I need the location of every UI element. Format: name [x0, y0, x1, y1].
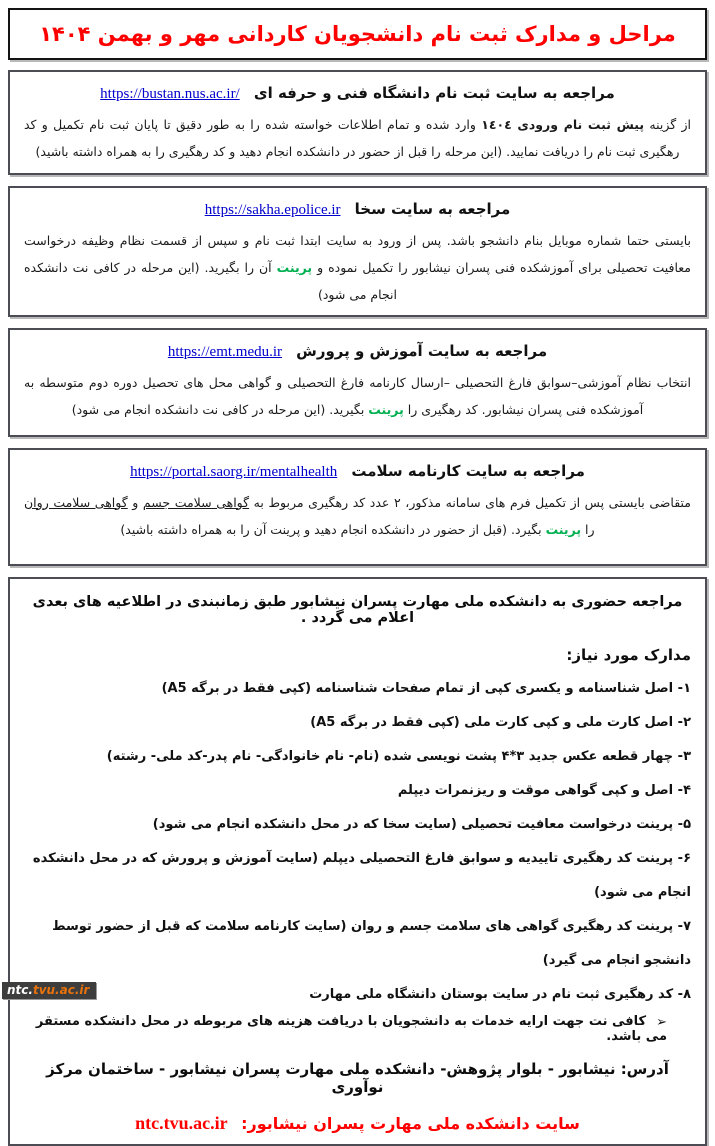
cafenet-note-text: کافی نت جهت ارایه خدمات به دانشجویان با دریافت هزینه های مربوطه در محل دانشکده مستقر می باشد. [35, 1014, 667, 1045]
step-heading-row [24, 199, 691, 219]
step-body: متقاضی بایستی پس از تکمیل فرم های سامانه مذکور، ۲ عدد کد رهگیری مربوط به گواهی سلامت جسم و گواهی سلامت روان را پرینت بگیرد. (قبل از حضور در دانشکده انجام دهید و پرینت آن را به همراه داشته باشید) [24, 494, 691, 537]
step-heading-row [24, 341, 691, 361]
doc-item-7: ۷- پرینت کد رهگیری گواهی های سلامت جسم و روان (سایت کارنامه سلامت که قبل از حضور توسط دانشجو انجام می گیرد) [52, 918, 691, 968]
doc-item-3: ۳- چهار قطعه عکس جدید ۳*۴ پشت نویسی شده (نام- نام خانوادگی- نام پدر-کد ملی- رشته) [106, 748, 691, 764]
step-body: بایستی حتما شماره موبایل بنام دانشجو باشد. پس از ورود به سایت ابتدا ثبت نام و سپس از قسمت نظام وظیفه درخواست معافیت تحصیلی برای آموزشکده فنی پسران نیشابور را تکمیل نموده و پرینت آن را بگیرید. (این مرحله در کافی نت دانشکده انجام می شود) [24, 233, 692, 302]
final-box [8, 577, 707, 1146]
step-body: انتخاب نظام آموزشی–سوابق فارغ التحصیلی –ارسال کارنامه فارغ التحصیلی و گواهی محل های تحصیل دوره دوم متوسطه به آموزشکده فنی پسران نیشابور. کد رهگیری را پرینت بگیرید. (این مرحله در کافی نت دانشکده انجام می شود) [24, 374, 691, 417]
doc-item-1: ۱- اصل شناسنامه و یکسری کپی از تمام صفحات شناسنامه (کپی فقط در برگه A5) [161, 680, 691, 696]
watermark-badge [2, 982, 96, 999]
required-docs-label: مدارک مورد نیاز: [566, 645, 691, 664]
watermark-prefix: ntc. [7, 983, 33, 997]
address-line: آدرس: نیشابور - بلوار پژوهش- دانشکده ملی مهارت پسران نیشابور - ساختمان مرکز نوآوری [46, 1060, 669, 1097]
step-box-bustan [8, 70, 707, 175]
arrow-bullet-icon: ➢ [656, 1015, 667, 1031]
site-url[interactable]: ntc.tvu.ac.ir [135, 1113, 228, 1134]
step-title: مراجعه به سایت ثبت نام دانشگاه فنی و حرفه ای [253, 84, 615, 102]
cafenet-note [24, 1014, 691, 1044]
step-box-sakha [8, 186, 707, 317]
doc-item-5: ۵- پرینت درخواست معافیت تحصیلی (سایت سخا که در محل دانشکده انجام می شود) [152, 816, 691, 832]
bustan-link[interactable]: https://bustan.nus.ac.ir/ [100, 86, 240, 102]
step-body: از گزینه پیش ثبت نام ورودی ١٤٠٤ وارد شده و تمام اطلاعات خواسته شده را به طور دقیق تا پایان ثبت نام تکمیل و کد رهگیری ثبت نام را دریافت نمایید. (این مرحله را قبل از حضور در دانشکده انجام دهید و کد رهگیری را به همراه داشته باشید) [24, 117, 691, 159]
saorg-link[interactable]: https://portal.saorg.ir/mentalhealth [130, 463, 338, 480]
sakha-link[interactable]: https://sakha.epolice.ir [204, 202, 341, 218]
step-heading-row [24, 461, 691, 481]
page-title: مراحل و مدارک ثبت نام دانشجویان کاردانی مهر و بهمن ۱۴۰۴ [39, 22, 676, 46]
required-docs-list [24, 672, 691, 1012]
step-heading-row [24, 83, 691, 103]
step-title: مراجعه به سایت آموزش و پرورش [296, 341, 548, 360]
final-heading: مراجعه حضوری به دانشکده ملی مهارت پسران نیشابور طبق زمانبندی در اطلاعیه های بعدی اعلام می گردد . [32, 593, 683, 626]
doc-item-2: ۲- اصل کارت ملی و کپی کارت ملی (کپی فقط در برگه A5) [310, 714, 691, 730]
step-box-saorg [8, 448, 707, 566]
title-box [8, 8, 707, 60]
site-label: سایت دانشکده ملی مهارت پسران نیشابور: [241, 1114, 580, 1134]
medu-link[interactable]: https://emt.medu.ir [167, 343, 283, 360]
step-title: مراجعه به سایت کارنامه سلامت [351, 461, 585, 480]
doc-item-4: ۴- اصل و کپی گواهی موقت و ریزنمرات دیپلم [397, 782, 691, 798]
step-title: مراجعه به سایت سخا [354, 200, 511, 218]
site-line [24, 1113, 691, 1134]
doc-item-8: ۸- کد رهگیری ثبت نام در سایت بوستان دانشگاه ملی مهارت [309, 987, 691, 1003]
doc-item-6: ۶- پرینت کد رهگیری تاییدیه و سوابق فارغ التحصیلی دیپلم (سایت آموزش و پرورش که در محل دانشکده انجام می شود) [32, 850, 691, 900]
step-box-medu [8, 328, 707, 437]
watermark-domain: tvu.ac.ir [32, 983, 90, 997]
